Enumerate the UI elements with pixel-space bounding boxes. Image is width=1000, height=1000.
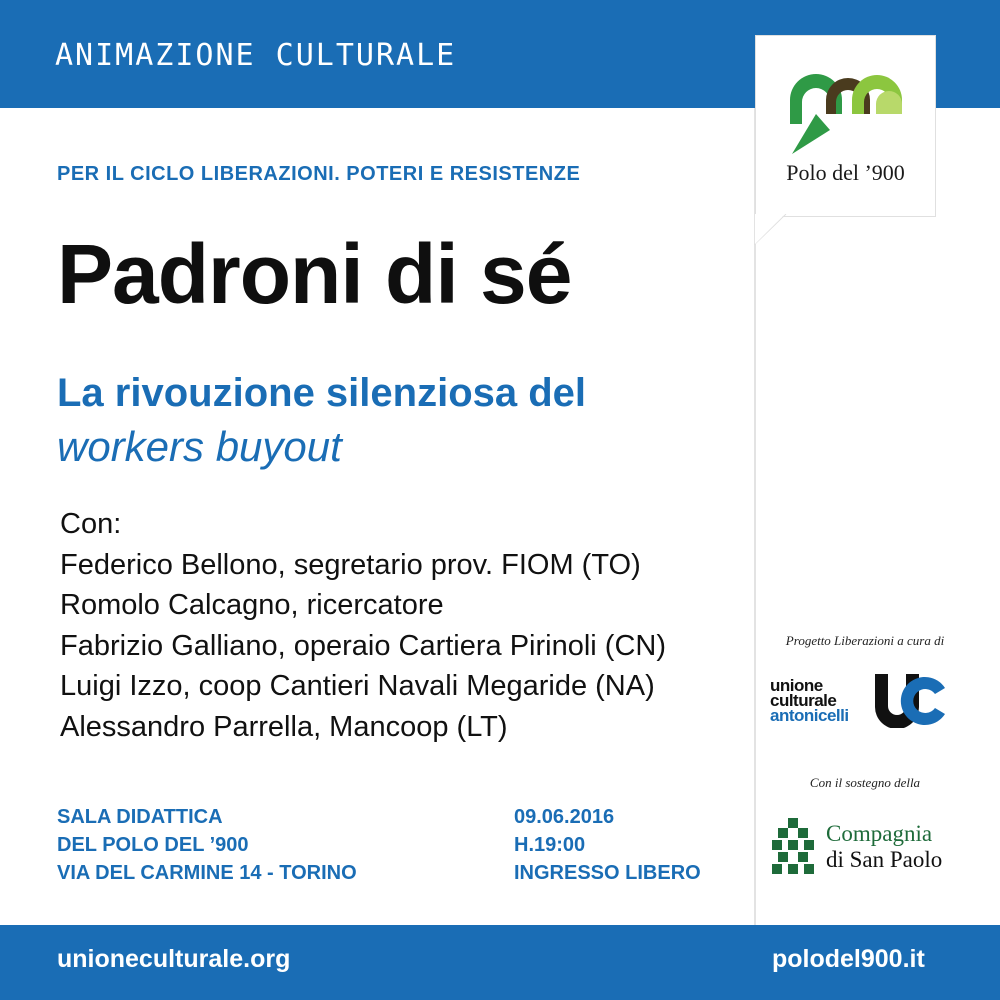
speakers-heading: Con: [60,508,122,540]
checker-icon [772,818,818,880]
event-subtitle-italic: workers buyout [57,423,342,470]
unione-culturale-wordmark [770,678,849,723]
entry-note: INGRESSO LIBERO [514,862,701,884]
venue-line: DEL POLO DEL ’900 [57,834,249,856]
speakers-list [60,504,666,747]
sponsor-wordmark [826,821,942,873]
event-title: Padroni di sé [57,227,572,321]
footer-link-unioneculturale[interactable]: unioneculturale.org [57,945,291,973]
event-date: 09.06.2016 [514,806,615,828]
header-title: ANIMAZIONE CULTURALE [55,38,457,73]
sponsor-line: Compagnia [826,821,933,846]
polo-900-logo-icon [790,74,902,158]
compagnia-san-paolo-logo[interactable] [772,815,952,885]
logo-text: Polo del ’900 [786,160,905,185]
datetime-block [514,803,701,887]
uc-wordmark-line: antonicelli [770,706,849,725]
speaker-item: Alessandro Parrella, Mancoop (LT) [60,710,508,743]
cycle-label: PER IL CICLO LIBERAZIONI. POTERI E RESISTENZE [57,163,581,185]
event-subtitle: La rivouzione silenziosa del [57,371,587,415]
event-time: H.19:00 [514,834,586,856]
speaker-item: Romolo Calcagno, ricercatore [60,589,444,621]
uc-wordmark-line: culturale [770,691,837,710]
uc-monogram-icon [875,674,945,728]
speaker-item: Federico Bellono, segretario prov. FIOM (TO) [60,548,641,581]
uc-wordmark-line: unione [770,676,823,695]
unione-culturale-logo[interactable] [770,672,950,734]
venue-block [57,803,357,887]
logo-bubble-tail [754,214,810,246]
project-note: Progetto Liberazioni a cura di [785,633,945,648]
venue-line: SALA DIDATTICA [57,806,223,828]
sponsor-line: di San Paolo [826,847,943,872]
footer-link-polodel900[interactable]: polodel900.it [772,945,925,973]
venue-address: VIA DEL CARMINE 14 - TORINO [57,862,357,884]
support-note: Con il sostegno della [809,775,921,790]
polo-900-logo[interactable] [755,35,936,217]
speaker-item: Fabrizio Galliano, operaio Cartiera Pirinoli (CN) [60,629,666,662]
speaker-item: Luigi Izzo, coop Cantieri Navali Megaride (NA) [60,670,655,702]
